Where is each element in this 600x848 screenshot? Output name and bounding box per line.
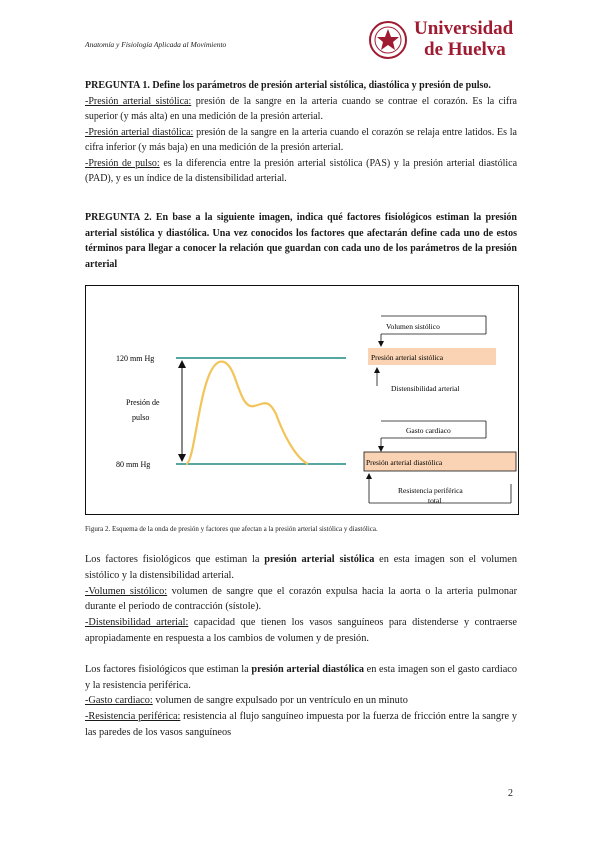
question-2-title: PREGUNTA 2. En base a la siguiente imagen, indica qué factores fisiológicos estiman la presión arterial sistólica y diastólica. Una vez conocidos los factores que afectarán define cada uno de estos términos para llegar a conocer la relación que guardan con cada uno de los parámetros de la presión arterial: [85, 212, 517, 270]
text-diastolica: presión de la sangre en la arteria cuando el corazón se relaja entre latidos. Es la cifra inferior (y más baja) en una medición de la presión arterial.: [85, 126, 517, 153]
label-80: 80 mm Hg: [116, 460, 151, 469]
answer-distensibilidad: [85, 615, 517, 647]
page-number: 2: [508, 788, 513, 799]
answer-diastolica-bold: presión arterial diastólica: [251, 663, 365, 675]
answer-gasto-cardiaco: [85, 693, 517, 709]
text-resistencia-periferica: resistencia al flujo sanguíneo impuesta por la fuerza de fricción entre la sangre y las paredes de los vasos sanguíneos: [85, 711, 517, 738]
text-presion-pulso: es la diferencia entre la presión arterial sistólica (PAS) y la presión arterial diastólica (PAD), y es un índice de la distensibilidad arterial.: [85, 157, 518, 184]
box-presion-sistolica: Presión arterial sistólica: [371, 353, 444, 362]
pressure-wave: [186, 362, 308, 464]
term-diastolica: -Presión arterial diastólica:: [85, 126, 194, 138]
term-gasto-cardiaco: -Gasto cardiaco:: [85, 695, 153, 707]
box-presion-diastolica: Presión arterial diastólica: [366, 458, 443, 467]
answer-sistolica-intro: [85, 552, 517, 584]
header-course-title: Anatomía y Fisiología Aplicada al Movimiento: [85, 40, 227, 49]
text-distensibilidad: capacidad que tienen los vasos sanguíneos para distenderse y contraerse apropiadamente en respuesta a los cambios de volumen y de presión.: [85, 617, 517, 644]
university-logo: [368, 18, 528, 64]
term-volumen-sistolico: -Volumen sistólico:: [85, 585, 168, 597]
answer-diastolica-text-b: en esta imagen son el gasto cardiaco y la resistencia periférica.: [85, 663, 517, 691]
arrow-up-resistencia-icon: [366, 473, 372, 479]
answer-section: [85, 552, 517, 741]
figure-pressure-wave: [85, 285, 519, 515]
arrow-down-volumen-icon: [378, 341, 384, 347]
arrow-down-gasto-icon: [378, 446, 384, 452]
box-resistencia-line2: total: [428, 496, 442, 505]
box-gasto-cardiaco: Gasto cardiaco: [406, 426, 451, 435]
university-name-line1: Universidad: [414, 18, 514, 39]
pulse-arrow-up-icon: [178, 360, 186, 368]
definition-sistolica: [85, 94, 517, 125]
answer-sistolica-text-b: en esta imagen son el volumen sistólico y la distensibilidad arterial.: [85, 554, 518, 581]
question-1-section: [85, 78, 517, 187]
answer-diastolica-text-a: Los factores fisiológicos que estiman la: [85, 663, 252, 675]
box-resistencia-line1: Resistencia periférica: [398, 486, 463, 495]
arrow-up-distensibilidad-icon: [374, 367, 380, 373]
answer-sistolica-bold: presión arterial sistólica: [264, 554, 375, 565]
term-distensibilidad: -Distensibilidad arterial:: [85, 617, 189, 629]
answer-volumen-sistolico: [85, 584, 517, 616]
answer-resistencia-periferica: [85, 709, 517, 741]
term-sistolica: -Presión arterial sistólica:: [85, 95, 192, 107]
figure-caption: Figura 2. Esquema de la onda de presión y factores que afectan a la presión arterial sistólica y diastólica.: [85, 525, 378, 533]
text-gasto-cardiaco: volumen de sangre expulsado por un ventrículo en un minuto: [152, 695, 408, 707]
definition-diastolica: [85, 125, 517, 156]
term-resistencia-periferica: -Resistencia periférica:: [85, 711, 181, 723]
label-presion-de: Presión de: [126, 398, 160, 407]
box-volumen-sistolico: Volumen sistólico: [386, 322, 440, 331]
answer-sistolica-text-a: Los factores fisiológicos que estiman la: [85, 554, 265, 565]
question-2-section: [85, 210, 517, 272]
term-presion-pulso: -Presión de pulso:: [85, 157, 160, 169]
definition-presion-pulso: [85, 156, 517, 187]
pulse-arrow-down-icon: [178, 454, 186, 462]
label-pulso: pulso: [132, 413, 150, 422]
university-seal-icon: [368, 20, 408, 60]
text-volumen-sistolico: volumen de sangre que el corazón expulsa hacia la aorta o la arteria pulmonar durante el periodo de contracción (sístole).: [85, 585, 517, 613]
question-1-title: PREGUNTA 1. Define los parámetros de presión arterial sistólica, diastólica y presión de pulso.: [85, 80, 491, 91]
box-distensibilidad: Distensibilidad arterial: [391, 384, 460, 393]
pressure-wave-diagram: [86, 286, 518, 514]
university-name-line2: de Huelva: [424, 39, 506, 60]
answer-diastolica-intro: [85, 662, 517, 694]
text-sistolica: presión de la sangre en la arteria cuando se contrae el corazón. Es la cifra superior (y más alta) en una medición de la presión arterial.: [85, 95, 517, 122]
label-120: 120 mm Hg: [116, 354, 155, 363]
